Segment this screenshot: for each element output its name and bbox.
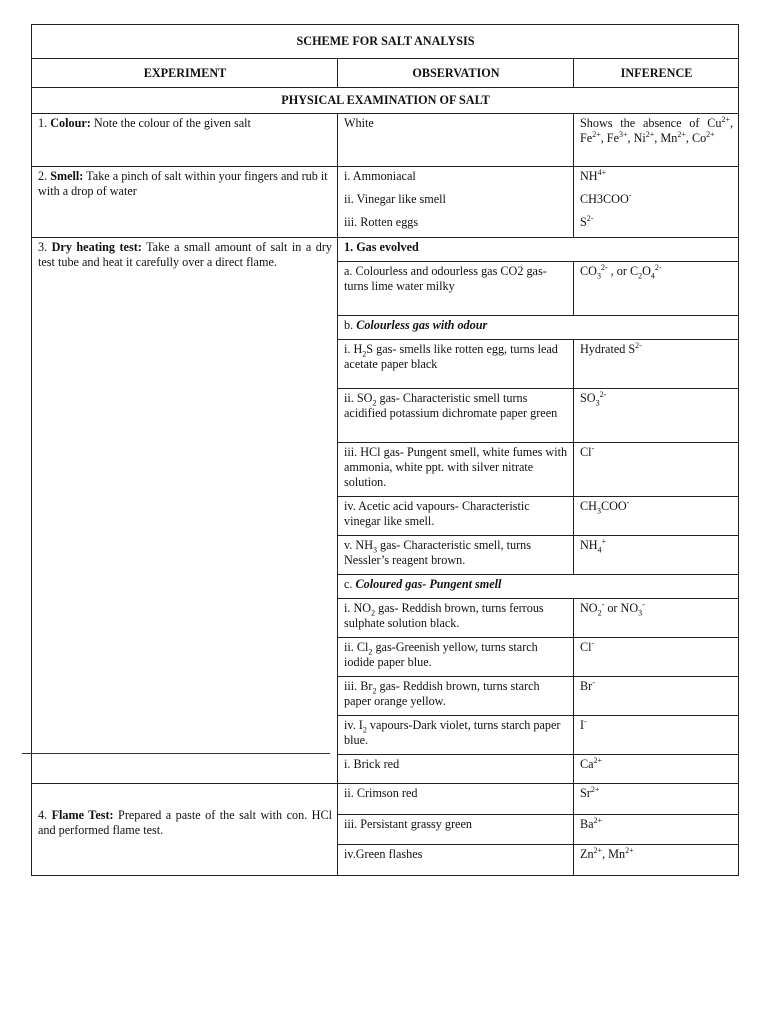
obs-h2s: i. $H_2S$ gas- smells like rotten egg, turns lead acetate paper black — [338, 340, 574, 389]
inf-acetate: $CH_3COO^-$ — [574, 497, 739, 536]
header-observation: OBSERVATION — [338, 59, 574, 88]
smell-obs-2: ii. Vinegar like smell — [344, 192, 446, 206]
inf-sulphite: $SO_3^{2-}$ — [574, 389, 739, 443]
inference-smell: $NH^{4+}$ CH3COO- $S^{2-}$ — [574, 167, 739, 238]
salt-analysis-table — [31, 24, 739, 876]
divider-line — [22, 753, 330, 754]
inf-ammonium: $NH_4^+$ — [574, 536, 739, 575]
obs-br2: iii. $Br_2$ gas- Reddish brown, turns starch paper orange yellow. — [338, 677, 574, 716]
section-heading: PHYSICAL EXAMINATION OF SALT — [32, 88, 739, 114]
inf-nitrite-nitrate: $NO_2^-$ or $NO_3^-$ — [574, 599, 739, 638]
smell-obs-1: i. Ammoniacal — [344, 169, 416, 183]
inf-hydrated-sulphide: Hydrated $S^{2-}$ — [574, 340, 739, 389]
colourless-odour-heading: b. Colourless gas with odour — [338, 316, 739, 340]
flame-obs-4: iv.Green flashes — [338, 845, 574, 876]
flame-inf-4: $Zn^{2+}$, $Mn^{2+}$ — [574, 845, 739, 876]
flame-obs-3: iii. Persistant grassy green — [338, 815, 574, 845]
obs-no2: i. $NO_2$ gas- Reddish brown, turns ferrous sulphate solution black. — [338, 599, 574, 638]
obs-cl2: ii. $Cl_2$ gas-Greenish yellow, turns starch iodide paper blue. — [338, 638, 574, 677]
header-inference: INFERENCE — [574, 59, 739, 88]
experiment-smell: 2. Smell: Take a pinch of salt within your fingers and rub it with a drop of water — [32, 167, 338, 238]
experiment-dry-heating: 3. Dry heating test: Take a small amount of salt in a dry test tube and heat it carefully over a direct flame. — [32, 238, 338, 784]
header-experiment: EXPERIMENT — [32, 59, 338, 88]
smell-obs-3: iii. Rotten eggs — [344, 215, 419, 229]
inf-chloride-2: Cl- — [574, 638, 739, 677]
observation-colour: White — [338, 114, 574, 167]
inf-chloride: Cl- — [574, 443, 739, 497]
table-title: SCHEME FOR SALT ANALYSIS — [32, 25, 739, 59]
coloured-gas-heading: c. Coloured gas- Pungent smell — [338, 575, 739, 599]
inf-iodide: I- — [574, 716, 739, 755]
flame-inf-3: $Ba^{2+}$ — [574, 815, 739, 845]
obs-acetic: iv. Acetic acid vapours- Characteristic vinegar like smell. — [338, 497, 574, 536]
gas-evolved-heading: 1. Gas evolved — [338, 238, 739, 262]
inf-carbonate: $CO_3^{2-}$ , or $C_2O_4^{2-}$ — [574, 262, 739, 316]
obs-nh3: v. $NH_3$ gas- Characteristic smell, turns Nessler’s reagent brown. — [338, 536, 574, 575]
flame-obs-2: ii. Crimson red — [338, 784, 574, 815]
flame-inf-2: $Sr^{2+}$ — [574, 784, 739, 815]
obs-colourless-odourless: a. Colourless and odourless gas CO2 gas- turns lime water milky — [338, 262, 574, 316]
obs-so2: ii. $SO_2$ gas- Characteristic smell turns acidified potassium dichromate paper green — [338, 389, 574, 443]
inference-colour: Shows the absence of $Cu^{2+}$, $Fe^{2+}$, $Fe^{3+}$, $Ni^{2+}$, $Mn^{2+}$, $Co^{2+}$ — [574, 114, 739, 167]
experiment-colour: 1. Colour: Note the colour of the given salt — [32, 114, 338, 167]
observation-smell — [338, 167, 574, 238]
obs-hcl: iii. HCl gas- Pungent smell, white fumes with ammonia, white ppt. with silver nitrate solution. — [338, 443, 574, 497]
obs-i2: iv. $I_2$ vapours-Dark violet, turns starch paper blue. — [338, 716, 574, 755]
inf-bromide: Br- — [574, 677, 739, 716]
flame-obs-1: i. Brick red — [338, 755, 574, 784]
flame-inf-1: $Ca^{2+}$ — [574, 755, 739, 784]
experiment-flame-test: 4. Flame Test: Prepared a paste of the salt with con. HCl and performed flame test. — [32, 784, 338, 876]
